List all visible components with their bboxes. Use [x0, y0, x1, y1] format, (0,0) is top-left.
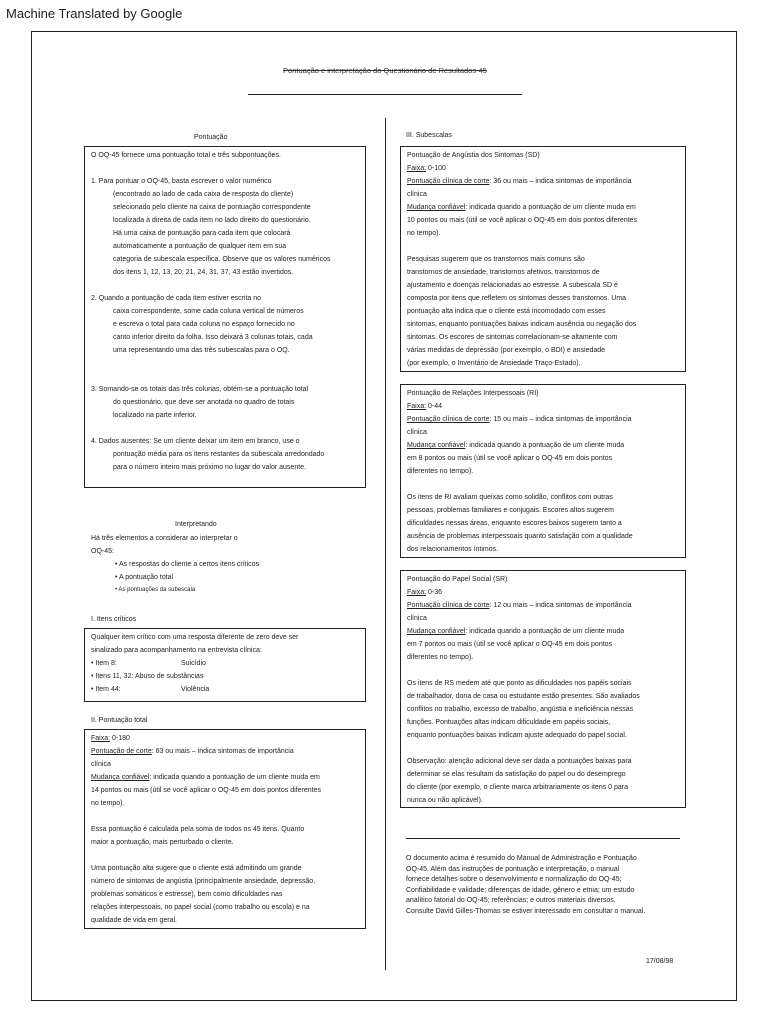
- sd-change-more: no tempo).: [407, 230, 441, 237]
- summary-line: analítico fatorial do OQ-45; referências; e outros materiais diversos.: [406, 897, 616, 904]
- sr-range-label: Faixa:: [407, 589, 427, 596]
- critical-item: [91, 657, 359, 670]
- scoring-line: dos itens 1, 12, 13, 20, 21, 24, 31, 37, 43 estão invertidos.: [113, 269, 294, 276]
- sd-clinica: clínica: [407, 191, 427, 198]
- document-date: 17/08/98: [646, 958, 674, 965]
- sr-change-more: diferentes no tempo).: [407, 654, 474, 661]
- sd-cutoff-label: Pontuação clínica de corte: [407, 178, 490, 185]
- critical-item-key: • Itens 11, 32: Abuso de substâncias: [91, 673, 204, 680]
- scoring-line: uma representando uma das três subescalas para o OQ.: [113, 347, 290, 354]
- ri-change-label: Mudança confiável: [407, 442, 466, 449]
- scoring-line: do questionário, que deve ser anotada no quadro de totais: [113, 399, 295, 406]
- sr-change: : indicada quando a pontuação de um cliente muda: [465, 628, 625, 635]
- scoring-line: canto inferior direito da folha. Isso deixará 3 colunas totais, cada: [113, 334, 313, 341]
- document-title: Pontuação e interpretação do Questionário de Resultados-45: [283, 66, 487, 75]
- sr-title: Pontuação do Papel Social (SR): [407, 576, 508, 583]
- sr-cutoff-label: Pontuação clínica de corte: [407, 602, 490, 609]
- sd-para-line: Pesquisas sugerem que os transtornos mais comuns são: [407, 256, 585, 263]
- scoring-line: 3. Somando-se os totais das três colunas, obtém-se a pontuação total: [91, 386, 309, 393]
- subscales-heading: III. Subescalas: [406, 132, 452, 139]
- range-label: Faixa:: [91, 735, 111, 742]
- ri-title: Pontuação de Relações Interpessoais (RI): [407, 390, 539, 397]
- summary-line: OQ-45. Além das instruções de pontuação e interpretação, o manual: [406, 865, 620, 873]
- sd-paragraph: [407, 253, 679, 370]
- total-para: maior a pontuação, mais perturbado o cliente.: [91, 839, 234, 846]
- change-more: no tempo).: [91, 800, 125, 807]
- sd-range-label: Faixa:: [407, 165, 427, 172]
- total-heading: II. Pontuação total: [91, 717, 148, 724]
- scoring-line: caixa correspondente, some cada coluna vertical de números: [113, 308, 304, 315]
- sd-cutoff: : 36 ou mais – indica sintomas de importância: [489, 178, 632, 185]
- sd-para-line: sintomas, enquanto pontuações baixas indicam ausência ou negação dos: [407, 321, 637, 328]
- cutoff-label: Pontuação de corte: [91, 748, 152, 755]
- total-para: qualidade de vida em geral.: [91, 917, 178, 924]
- ri-para-line: ausência de problemas interpessoais quanto satisfação com a qualidade: [407, 533, 633, 540]
- summary-line: fornece detalhes sobre o desenvolvimento e normalização do OQ-45;: [406, 876, 622, 883]
- summary-line: Consulte David Gilles-Thomas se estiver interessado em consultar o manual.: [406, 907, 646, 915]
- ri-cutoff-label: Pontuação clínica de corte: [407, 416, 490, 423]
- sr-change-label: Mudança confiável: [407, 628, 466, 635]
- ri-para-line: dos relacionamentos íntimos.: [407, 546, 499, 553]
- sr-change-more: em 7 pontos ou mais (útil se você aplicar o OQ-45 em dois pontos: [407, 641, 613, 648]
- sd-para-line: ajustamento e doenças relacionadas ao estresse. A subescala SD é: [407, 282, 618, 289]
- summary-line: O documento acima é resumido do Manual de Administração e Pontuação: [406, 855, 637, 862]
- sr-para-line: funções. Pontuações altas indicam dificuldade em papéis sociais,: [407, 719, 611, 726]
- scoring-box: [84, 146, 366, 488]
- critical-item-value: Violência: [181, 686, 210, 693]
- interpreting-intro: [91, 532, 371, 597]
- scoring-line: (encontrado ao lado de cada caixa de resposta do cliente): [113, 191, 294, 198]
- critical-item: [91, 683, 359, 696]
- critical-item-key: • Item 8:: [91, 660, 117, 667]
- summary-line: Confiabilidade e validade; diferenças de idade, gênero e etnia; um estudo: [406, 886, 635, 894]
- ri-box: [400, 384, 686, 558]
- scoring-line: [91, 279, 359, 292]
- ri-clinica: clínica: [407, 429, 427, 436]
- scoring-line: e escreva o total para cada coluna no espaço fornecido no: [113, 321, 295, 328]
- critical-intro-line: Qualquer item crítico com uma resposta diferente de zero deve ser: [91, 634, 299, 641]
- interpreting-heading: Interpretando: [175, 521, 217, 528]
- sr-para-line: Os itens de RS medem até que ponto as dificuldades nos papéis sociais: [407, 680, 632, 687]
- scoring-line: pontuação média para os itens restantes da subescala arredondado: [113, 451, 325, 458]
- scoring-line: [91, 370, 359, 383]
- sd-para-line: várias medidas de depressão (por exemplo, o BDI) e ansiedade: [407, 347, 606, 354]
- sr-para-line: enquanto pontuações baixas indicam ajuste adequado do papel social.: [407, 732, 627, 739]
- total-score-box: [84, 729, 366, 929]
- critical-item-value: Suicídio: [181, 660, 206, 667]
- total-para: número de sintomas de angústia (principalmente ansiedade, depressão,: [91, 878, 316, 885]
- critical-item-key: • Item 44:: [91, 686, 121, 693]
- sr-para-line: conflitos no trabalho, excesso de trabalho, angústia e ineficiência nessas: [407, 706, 634, 713]
- sd-para-line: composta por itens que refletem os sintomas desses transtornos. Uma: [407, 295, 627, 302]
- range-value: 0-180: [110, 735, 130, 742]
- summary-rule: [406, 838, 680, 839]
- scoring-line: 4. Dados ausentes: Se um cliente deixar um item em branco, use o: [91, 438, 300, 445]
- interp-bullet: • As pontuações da subescala: [115, 587, 196, 593]
- scoring-line: localizado na parte inferior.: [113, 412, 197, 419]
- scoring-line: [91, 422, 359, 435]
- ri-paragraph: [407, 491, 679, 556]
- scoring-line: O OQ-45 fornece uma pontuação total e três subpontuações.: [91, 152, 281, 159]
- translation-banner: Machine Translated by Google: [6, 6, 183, 21]
- ri-change-more: em 8 pontos ou mais (útil se você aplicar o OQ-45 em dois pontos: [407, 455, 613, 462]
- sd-title: Pontuação de Angústia dos Sintomas (SD): [407, 152, 540, 159]
- sd-range: 0-100: [426, 165, 446, 172]
- total-para: Uma pontuação alta sugere que o cliente está admitindo um grande: [91, 865, 302, 872]
- summary-note: [406, 854, 696, 917]
- critical-heading: I. Itens críticos: [91, 616, 137, 623]
- change-value: : indicada quando a pontuação de um cliente muda em: [149, 774, 320, 781]
- sr-obs-line: do cliente (por exemplo, o cliente marca arbitrariamente os itens 0 para: [407, 784, 628, 791]
- scoring-line: categoria de subescala específica. Observe que os valores numéricos: [113, 256, 331, 263]
- clinica-text: clínica: [91, 761, 111, 768]
- sd-para-line: (por exemplo, o Inventário de Ansiedade Traço-Estado).: [407, 360, 581, 367]
- interp-bullet: • A pontuação total: [115, 574, 174, 581]
- ri-range: 0-44: [426, 403, 443, 410]
- interp-line: OQ-45:: [91, 548, 114, 555]
- cutoff-value: : 63 ou mais – indica sintomas de importância: [151, 748, 294, 755]
- sr-para-line: de trabalhador, dona de casa ou estudante estão presentes. São avaliados: [407, 693, 640, 700]
- sd-para-line: transtornos de ansiedade, transtornos afetivos, transtornos de: [407, 269, 600, 276]
- ri-para-line: Os itens de RI avaliam queixas como solidão, conflitos com outras: [407, 494, 613, 501]
- critical-intro-line: sinalizado para acompanhamento na entrevista clínica:: [91, 647, 262, 654]
- sd-change: : indicada quando a pontuação de um cliente muda em: [465, 204, 636, 211]
- critical-items-box: [84, 628, 366, 702]
- ri-cutoff: : 15 ou mais – indica sintomas de importância: [489, 416, 632, 423]
- sr-observation: [407, 755, 679, 807]
- scoring-line: [91, 357, 359, 370]
- scoring-line: automaticamente a pontuação de qualquer item em sua: [113, 243, 287, 250]
- ri-change-more: diferentes no tempo).: [407, 468, 474, 475]
- scoring-line: selecionado pelo cliente na caixa de pontuação correspondente: [113, 204, 311, 211]
- change-more: 14 pontos ou mais (útil se você aplicar o OQ-45 em dois pontos diferentes: [91, 787, 321, 794]
- column-divider: [385, 118, 386, 970]
- critical-item: [91, 670, 359, 683]
- scoring-line: para o número inteiro mais próximo no lugar do valor ausente.: [113, 464, 306, 471]
- scoring-line: localizada à direita de cada item no lado direito do questionário.: [113, 217, 311, 224]
- sd-box: [400, 146, 686, 372]
- sr-obs-line: determinar se elas resultam da satisfação do papel ou do desemprego: [407, 771, 626, 778]
- sd-para-line: pontuação alta indica que o cliente está incomodado com esses: [407, 308, 606, 315]
- scoring-line: [91, 162, 359, 175]
- sr-obs-line: Observação: atenção adicional deve ser dada a pontuações baixas para: [407, 758, 632, 765]
- ri-para-line: dificuldades nessas áreas, enquanto escores baixos sugerem tanto a: [407, 520, 622, 527]
- total-para: Essa pontuação é calculada pela soma de todos os 45 itens. Quanto: [91, 826, 305, 833]
- ri-change: : indicada quando a pontuação de um cliente muda: [465, 442, 625, 449]
- sr-box: [400, 570, 686, 808]
- interp-line: Há três elementos a considerar ao interpretar o: [91, 535, 238, 542]
- scoring-line: 1. Para pontuar o OQ-45, basta escrever o valor numérico: [91, 178, 272, 185]
- sd-para-line: sintomas. Os escores de sintomas correlacionam-se altamente com: [407, 334, 618, 341]
- sr-range: 0-36: [426, 589, 443, 596]
- scoring-line: Há uma caixa de pontuação para cada item que colocará: [113, 230, 291, 237]
- sd-change-label: Mudança confiável: [407, 204, 466, 211]
- change-label: Mudança confiável: [91, 774, 150, 781]
- total-para: relações interpessoais, no papel social (como trabalho ou escola) e na: [91, 904, 310, 911]
- interp-bullet: • As respostas do cliente a certos itens críticos: [115, 561, 260, 568]
- sr-cutoff: : 12 ou mais – indica sintomas de importância: [489, 602, 632, 609]
- sr-clinica: clínica: [407, 615, 427, 622]
- sr-paragraph: [407, 677, 679, 742]
- ri-para-line: pessoas, problemas familiares e conjugais. Escores altos sugerem: [407, 507, 614, 514]
- total-para: problemas somáticos e estresse), bem como dificuldades nas: [91, 891, 283, 898]
- title-rule: [248, 94, 522, 95]
- scoring-heading: Pontuação: [194, 134, 228, 141]
- scoring-line: 2. Quando a pontuação de cada item estiver escrita no: [91, 295, 262, 302]
- ri-range-label: Faixa:: [407, 403, 427, 410]
- document-page: [31, 31, 737, 1001]
- sd-change-more: 10 pontos ou mais (útil se você aplicar o OQ-45 em dois pontos diferentes: [407, 217, 637, 224]
- sr-obs-line: nunca ou não aplicável).: [407, 797, 483, 804]
